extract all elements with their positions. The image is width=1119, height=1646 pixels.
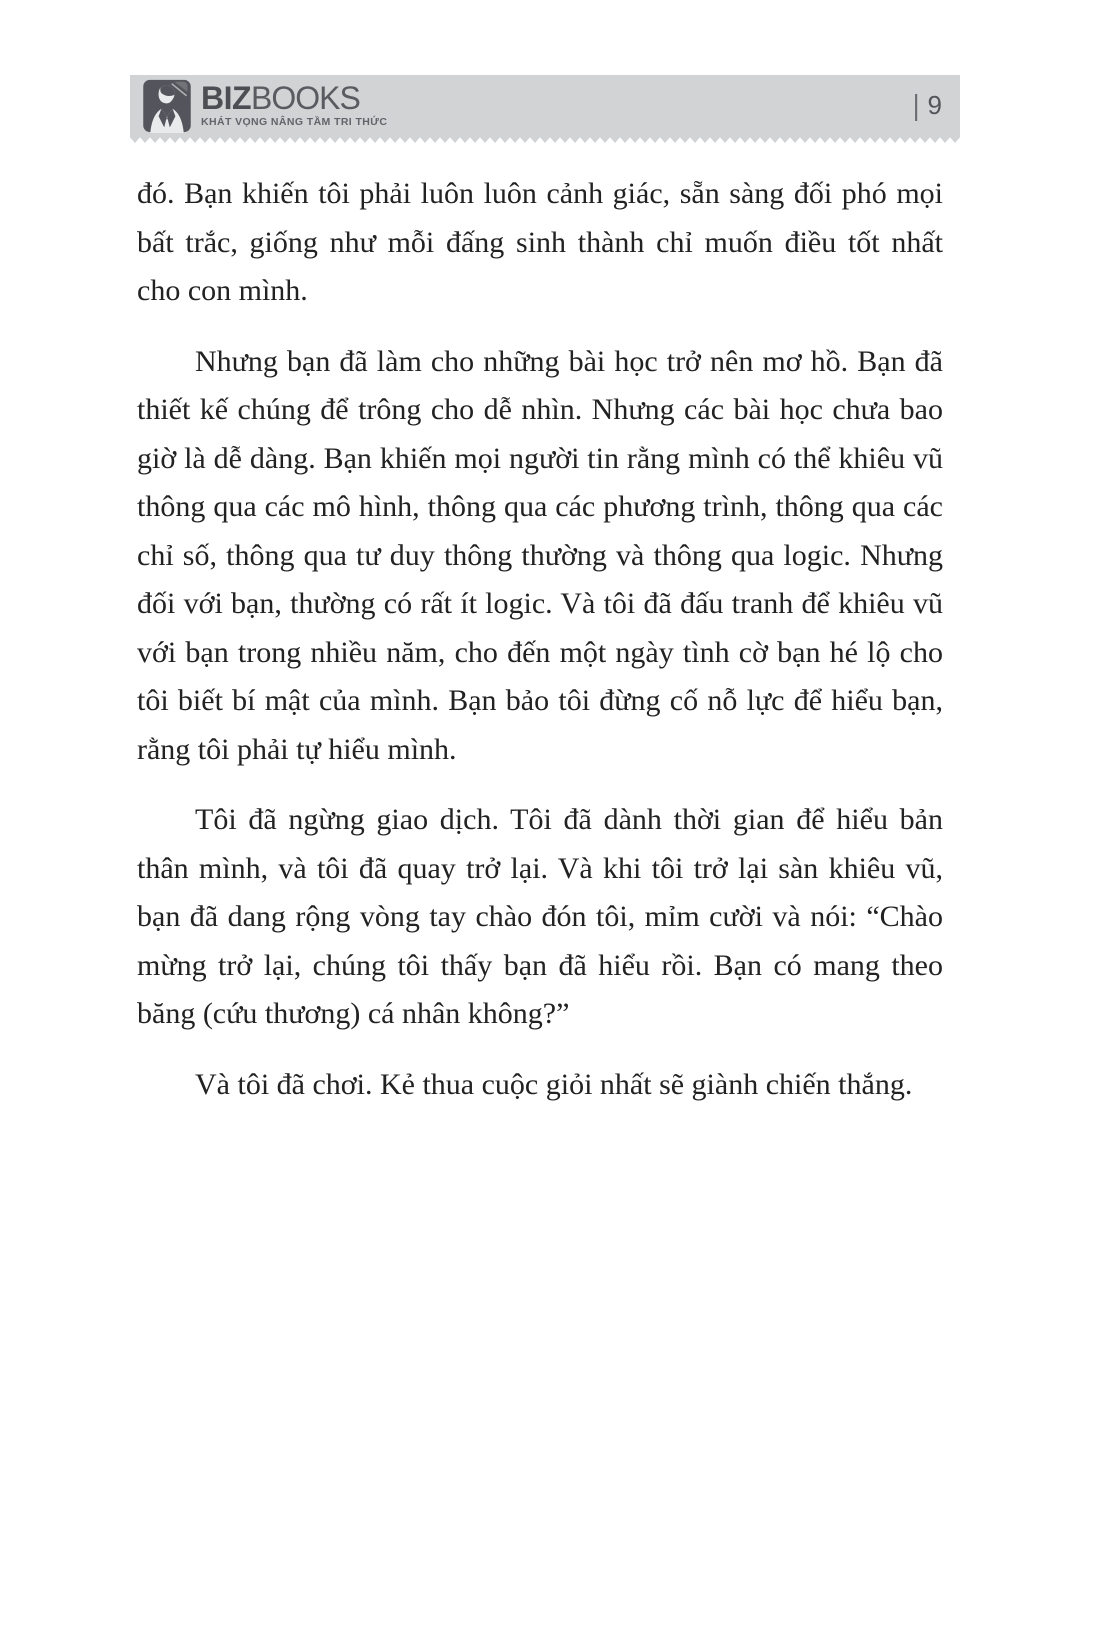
brand-text: [201, 80, 388, 128]
paragraph-1: đó. Bạn khiến tôi phải luôn luôn cảnh giác, sẵn sàng đối phó mọi bất trắc, giống như mỗi đấng sinh thành chỉ muốn điều tốt nhất cho con mình.: [137, 177, 943, 307]
paragraph-4: Và tôi đã chơi. Kẻ thua cuộc giỏi nhất sẽ giành chiến thắng.: [195, 1067, 913, 1101]
brand-tagline: KHÁT VỌNG NÂNG TẦM TRI THỨC: [201, 116, 388, 128]
header-perforated-edge: [130, 136, 960, 143]
brand-name: [201, 80, 387, 116]
page-number-value: 9: [927, 90, 942, 120]
bizbooks-logo: [142, 79, 387, 133]
bizbooks-gentleman-book-icon: [142, 79, 192, 133]
header-bar: [130, 75, 960, 136]
brand-name-books: BOOKS: [251, 80, 360, 116]
body-text: [137, 170, 943, 1131]
page-number: [913, 90, 942, 121]
paragraph-3: Tôi đã ngừng giao dịch. Tôi đã dành thời gian để hiểu bản thân mình, và tôi đã quay trở lại. Và khi tôi trở lại sàn khiêu vũ, bạn đã dang rộng vòng tay chào đón tôi, mỉm cười và nói: “Chào mừng trở lại, chúng tôi thấy bạn đã hiểu rồi. Bạn có mang theo băng (cứu thương) cá nhân không?”: [137, 803, 943, 1030]
brand-name-biz: BIZ: [201, 80, 252, 116]
page-number-separator: |: [912, 88, 920, 122]
paragraph-2: Nhưng bạn đã làm cho những bài học trở nên mơ hồ. Bạn đã thiết kế chúng để trông cho dễ nhìn. Nhưng các bài học chưa bao giờ là dễ dàng. Bạn khiến mọi người tin rằng mình có thể khiêu vũ thông qua các mô hình, thông qua các phương trình, thông qua các chỉ số, thông qua tư duy thông thường và thông qua logic. Nhưng đối với bạn, thường có rất ít logic. Và tôi đã đấu tranh để khiêu vũ với bạn trong nhiều năm, cho đến một ngày tình cờ bạn hé lộ cho tôi biết bí mật của mình. Bạn bảo tôi đừng cố nỗ lực để hiểu bạn, rằng tôi phải tự hiểu mình.: [137, 344, 943, 766]
